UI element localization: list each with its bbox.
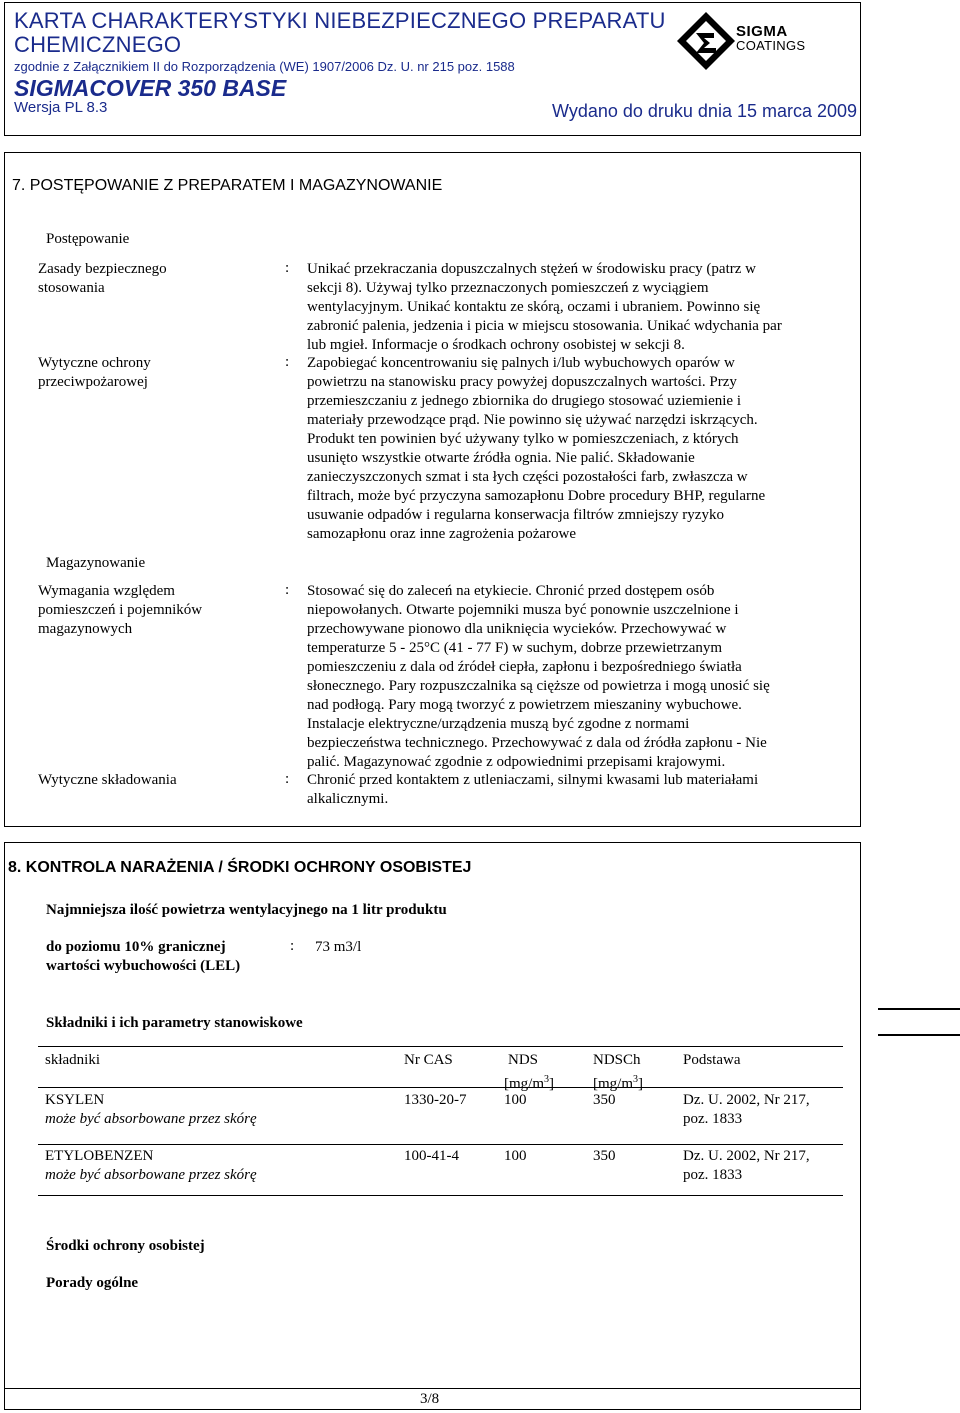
storage-req-line: przechowywane pionowo dla uniknięcia wycieków. Przechowywać w (307, 621, 727, 637)
logo-text-coatings: COATINGS (736, 38, 806, 53)
storage-req-label (38, 582, 202, 639)
storage-req-line: słonecznego. Pary rozpuszczalnika są cięższe od powietrza i mogą unosić się (307, 678, 770, 694)
lel-label (46, 938, 240, 976)
components-heading: Składniki i ich parametry stanowiskowe (46, 1015, 303, 1031)
basis-line1: Dz. U. 2002, Nr 217, (683, 1092, 810, 1108)
lel-value: 73 m3/l (315, 939, 362, 955)
safe-use-line: lub mgieł. Informacje o środkach ochrony osobistej w sekcji 8. (307, 337, 685, 353)
fire-label-line1: Wytyczne ochrony (38, 355, 151, 371)
th-ndsch-unit-text: [mg/m (593, 1076, 633, 1092)
cell-basis (683, 1147, 810, 1185)
handling-heading: Postępowanie (46, 231, 130, 247)
cell-cas: 100-41-4 (404, 1148, 459, 1164)
safe-use-label-line2: stosowania (38, 280, 105, 296)
component-note: może być absorbowane przez skórę (45, 1167, 257, 1183)
air-heading: Najmniejsza ilość powietrza wentylacyjnego na 1 litr produktu (46, 902, 447, 918)
storage-req-line: bezpieczeństwa technicznego. Przechowywać z dala od źródła zapłonu - Nie (307, 735, 767, 751)
regulation-text: zgodnie z Załącznikiem II do Rozporządzenia (WE) 1907/2006 Dz. U. nr 215 poz. 1588 (14, 59, 515, 74)
cell-basis (683, 1091, 810, 1129)
fire-text (307, 354, 847, 544)
page-number: 3/8 (420, 1391, 440, 1407)
cell-nds: 100 (504, 1148, 527, 1164)
table-row (38, 1147, 843, 1193)
sigma-diamond-icon (676, 11, 736, 71)
th-nds-unit-close: ] (549, 1076, 554, 1092)
storage-req-line: temperaturze 5 - 25°C (41 - 77 F) w suchym, dobrze przewietrzanym (307, 640, 723, 656)
storage-req-line: pomieszczeniu z dala od źródeł ciepła, zapłonu i bezpośredniego światła (307, 659, 742, 675)
issued-date (552, 101, 857, 122)
table-top-border (38, 1046, 843, 1047)
lel-label-line1: do poziomu 10% granicznej (46, 939, 226, 955)
component-name: KSYLEN (45, 1092, 105, 1108)
th-nds (504, 1051, 554, 1094)
components-table (38, 1046, 843, 1196)
storage-req-line: Stosować się do zaleceń na etykiecie. Chronić przed dostępem osób (307, 583, 715, 599)
storage-guide-colon: : (285, 771, 290, 787)
storage-guide-label: Wytyczne składowania (38, 772, 177, 788)
basis-line2: poz. 1833 (683, 1167, 743, 1183)
section7-title: 7. POSTĘPOWANIE Z PREPARATEM I MAGAZYNOWANIE (12, 177, 443, 194)
safe-use-label (38, 260, 167, 298)
safe-use-label-line1: Zasady bezpiecznego (38, 261, 167, 277)
issued-label: Wydano do druku dnia (552, 101, 732, 121)
version-text: Wersja PL 8.3 (14, 99, 108, 116)
storage-req-line: palić. Magazynować zgodnie z odpowiednimi przepisami krajowymi. (307, 754, 726, 770)
cell-component (45, 1091, 257, 1129)
margin-rule (878, 1034, 960, 1036)
th-ndsch-unit-sup: 3 (633, 1074, 638, 1085)
fire-line: usuwanie odpadów i regularna konserwacja filtrów zmniejszy ryzyko (307, 507, 724, 523)
margin-rule (878, 1008, 960, 1010)
storage-req-line: niepowołanych. Otwarte pojemniki musza być ponownie uszczelnione i (307, 602, 739, 618)
th-ndsch (593, 1051, 643, 1094)
cell-ndsch: 350 (593, 1148, 616, 1164)
document-title-line2: CHEMICZNEGO (14, 32, 182, 57)
storage-req-colon: : (285, 582, 290, 598)
basis-line2: poz. 1833 (683, 1111, 743, 1127)
fire-line: materiały przewodzące prąd. Nie powinno się używać narzędzi iskrzących. (307, 412, 758, 428)
th-component: składniki (45, 1052, 100, 1068)
lel-label-line2: wartości wybuchowości (LEL) (46, 958, 241, 974)
table-header-border (38, 1087, 843, 1088)
component-name: ETYLOBENZEN (45, 1148, 154, 1164)
storage-req-line: nad podłogą. Pary mogą tworzyć z powietrzem mieszaniny wybuchowe. (307, 697, 742, 713)
safe-use-line: wentylacyjnym. Unikać kontaktu ze skórą, oczami i ubraniem. Powinno się (307, 299, 761, 315)
fire-colon: : (285, 354, 290, 370)
logo-text (736, 25, 805, 53)
storage-heading: Magazynowanie (46, 555, 146, 571)
sigma-coatings-logo (676, 11, 846, 71)
issued-date-value: 15 marca 2009 (736, 101, 858, 121)
table-row-border (38, 1144, 843, 1145)
product-name: SIGMACOVER 350 BASE (14, 75, 287, 101)
section8-title: 8. KONTROLA NARAŻENIA / ŚRODKI OCHRONY OSOBISTEJ (8, 859, 472, 876)
storage-guide-line: alkalicznymi. (307, 791, 389, 807)
document-title-line1: KARTA CHARAKTERYSTYKI NIEBEZPIECZNEGO PREPARATU (14, 8, 666, 33)
table-row (38, 1091, 843, 1141)
fire-line: samozapłonu oraz inne zagrożenia pożarowe (307, 526, 577, 542)
cell-cas: 1330-20-7 (404, 1092, 467, 1108)
cell-ndsch: 350 (593, 1092, 616, 1108)
basis-line1: Dz. U. 2002, Nr 217, (683, 1148, 810, 1164)
fire-line: zanieczyszczonych szmat i sta łych części pozostałości farb, zwłaszcza w (307, 469, 748, 485)
storage-req-label-line3: magazynowych (38, 621, 133, 637)
storage-req-label-line1: Wymagania względem (38, 583, 175, 599)
fire-label-line2: przeciwpożarowej (38, 374, 148, 390)
th-nds-unit-sup: 3 (544, 1074, 549, 1085)
logo-text-sigma: SIGMA (736, 23, 788, 40)
safe-use-colon: : (285, 260, 290, 276)
fire-label (38, 354, 151, 392)
th-nds-label: NDS (508, 1052, 539, 1068)
document-title (14, 9, 694, 57)
safe-use-text (307, 260, 847, 355)
fire-line: filtrach, może być przyczyna samozapłonu Dobre procedury BHP, regularne (307, 488, 766, 504)
th-cas: Nr CAS (404, 1052, 453, 1068)
ppe-heading: Środki ochrony osobistej (46, 1238, 205, 1254)
th-ndsch-label: NDSCh (593, 1052, 641, 1068)
cell-nds: 100 (504, 1092, 527, 1108)
safe-use-line: Unikać przekraczania dopuszczalnych stężeń w środowisku pracy (patrz w (307, 261, 756, 277)
storage-req-text (307, 582, 847, 772)
table-bottom-border (38, 1195, 843, 1196)
storage-guide-text (307, 771, 847, 809)
storage-guide-line: Chronić przed kontaktem z utleniaczami, silnymi kwasami lub materiałami (307, 772, 759, 788)
lel-colon: : (290, 938, 295, 954)
th-basis: Podstawa (683, 1052, 741, 1068)
th-nds-unit-text: [mg/m (504, 1076, 544, 1092)
fire-line: Produkt ten powinien być używany tylko w pomieszczeniach, z których (307, 431, 739, 447)
general-heading: Porady ogólne (46, 1275, 139, 1291)
safe-use-line: zabronić palenia, jedzenia i picia w miejscu stosowania. Unikać wdychania par (307, 318, 782, 334)
fire-line: powietrzu na stanowisku pracy powyżej dopuszczalnych wartości. Przy (307, 374, 737, 390)
safe-use-line: sekcji 8). Używaj tylko przeznaczonych pomieszczeń z wyciągiem (307, 280, 709, 296)
storage-req-label-line2: pomieszczeń i pojemników (38, 602, 203, 618)
fire-line: Zapobiegać koncentrowaniu się palnych i/lub wybuchowych oparów w (307, 355, 735, 371)
component-note: może być absorbowane przez skórę (45, 1111, 257, 1127)
fire-line: przemieszczaniu z jednego zbiornika do drugiego stosować uziemienie i (307, 393, 742, 409)
storage-req-line: Instalacje elektryczne/urządzenia muszą być zgodne z normami (307, 716, 690, 732)
fire-line: usunięto wszystkie otwarte źródła ognia. Nie palić. Składowanie (307, 450, 695, 466)
cell-component (45, 1147, 257, 1185)
th-ndsch-unit-close: ] (638, 1076, 643, 1092)
